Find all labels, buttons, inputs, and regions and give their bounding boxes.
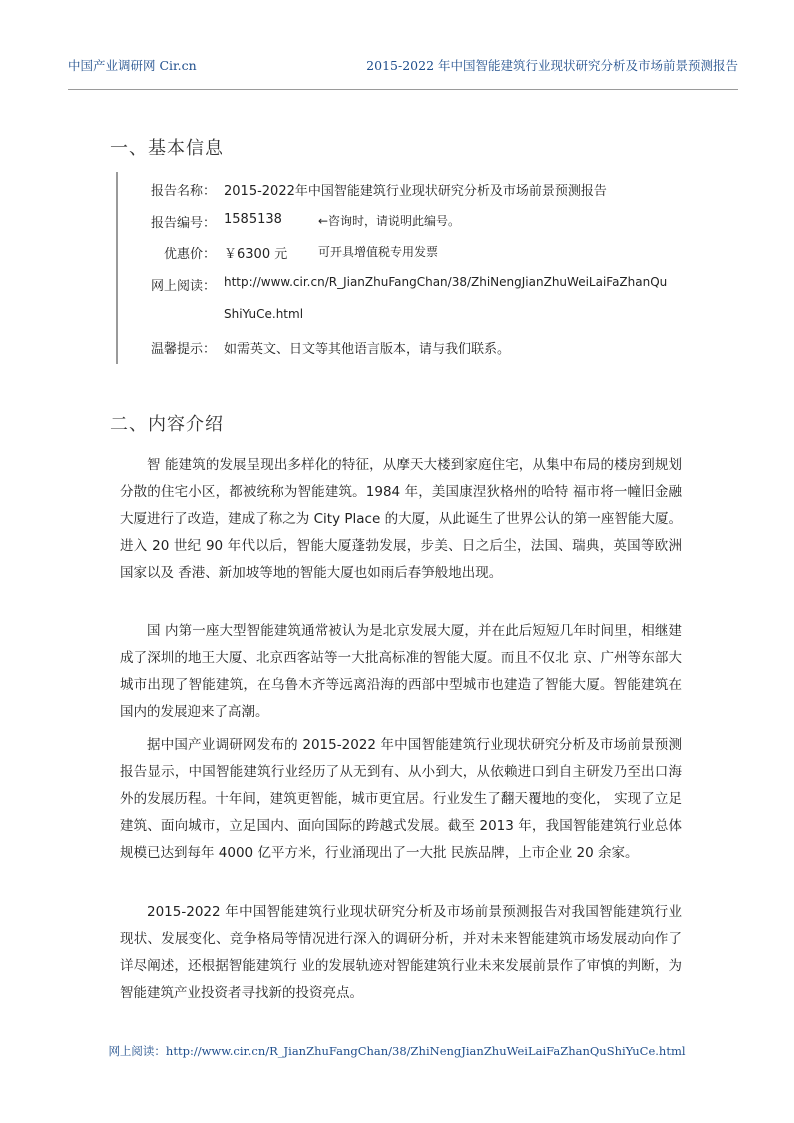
info-value: ￥6300 元: [224, 247, 288, 262]
content-paragraph: 智 能建筑的发展呈现出多样化的特征，从摩天大楼到家庭住宅，从集中布局的楼房到规划分散的住宅小区，都被统称为智能建筑。1984 年，美国康涅狄格州的哈特 福市将一幢旧金融大厦进行了改造，建成了称之为 City Place 的大厦，从此诞生了世界公认的第一座智能大厦。进入 20 世纪 90 年代以后，智能大厦蓬勃发展，步美、日之后尘，法国、瑞典，英国等欧洲国家以及 香港、新加坡等地的智能大厦也如雨后春笋般地出现。: [120, 457, 682, 581]
header-divider: [68, 89, 738, 90]
info-label: 优惠价：: [163, 247, 216, 262]
info-label: 报告名称：: [150, 184, 216, 199]
info-value: 如需英文、日文等其他语言版本，请与我们联系。: [224, 342, 511, 357]
online-read-link[interactable]: http://www.cir.cn/R_JianZhuFangChan/38/ZhiNengJianZhuWeiLaiFaZhanQu: [224, 275, 668, 289]
content-paragraph: 据中国产业调研网发布的 2015-2022 年中国智能建筑行业现状研究分析及市场前景预测报告显示，中国智能建筑行业经历了从无到有、从小到大，从依赖进口到自主研发乃至出口海外的发展历程。十年间，建筑更智能，城市更宜居。行业发生了翻天覆地的变化， 实现了立足建筑、面向城市，立足国内、面向国际的跨越式发展。截至 2013 年，我国智能建筑行业总体规模已达到每年 4000 亿平方米，行业涌现出了一大批 民族品牌，上市企业 20 余家。: [120, 737, 682, 861]
info-label: 报告编号：: [150, 216, 216, 231]
info-value: 1585138: [224, 212, 282, 227]
content-paragraph: 国 内第一座大型智能建筑通常被认为是北京发展大厦，并在此后短短几年时间里，相继建成了深圳的地王大厦、北京西客站等一大批高标准的智能大厦。而且不仅北 京、广州等东部大城市出现了智能建筑，在乌鲁木齐等远离沿海的西部中型城市也建造了智能大厦。智能建筑在国内的发展迎来了高潮。: [120, 623, 682, 720]
footer-online-read-link[interactable]: 网上阅读：http://www.cir.cn/R_JianZhuFangChan/38/ZhiNengJianZhuWeiLaiFaZhanQuShiYuCe.html: [108, 1044, 686, 1058]
info-label: 温馨提示：: [150, 342, 216, 357]
page-header: [68, 56, 738, 78]
header-report-title: 2015-2022 年中国智能建筑行业现状研究分析及市场前景预测报告: [366, 58, 738, 73]
content-paragraph: 2015-2022 年中国智能建筑行业现状研究分析及市场前景预测报告对我国智能建筑行业现状、发展变化、竞争格局等情况进行深入的调研分析，并对未来智能建筑市场发展动向作了详尽阐述，还根据智能建筑行 业的发展轨迹对智能建筑行业未来发展前景作了审慎的判断，为智能建筑产业投资者寻找新的投资亮点。: [120, 904, 682, 1001]
section-basic-info-title: 一、基本信息: [110, 138, 224, 159]
info-value: 2015-2022年中国智能建筑行业现状研究分析及市场前景预测报告: [224, 184, 607, 199]
info-note: 可开具增值税专用发票: [318, 245, 439, 259]
section-content-intro-title: 二、内容介绍: [110, 414, 224, 435]
info-label: 网上阅读：: [150, 279, 216, 294]
online-read-link-cont[interactable]: ShiYuCe.html: [224, 307, 304, 321]
info-note: ←咨询时，请说明此编号。: [318, 214, 461, 228]
site-name[interactable]: 中国产业调研网 Cir.cn: [68, 58, 197, 73]
basic-info-box: [116, 172, 688, 364]
